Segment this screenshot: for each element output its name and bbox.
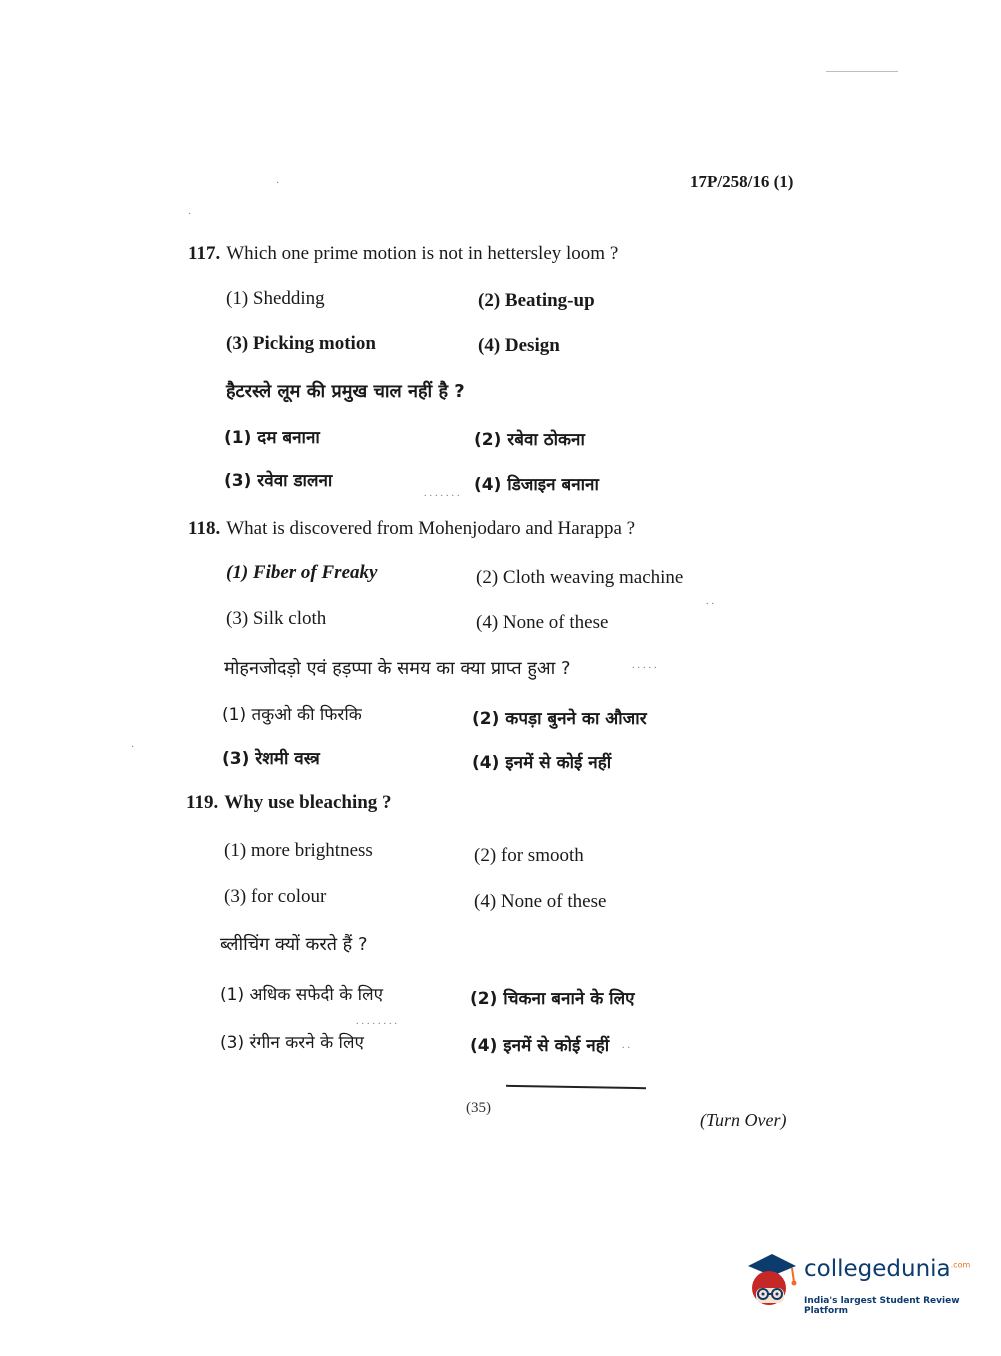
hindi-option-3: (3) रेशमी वस्त्र <box>222 749 320 769</box>
scan-speck: · <box>276 178 283 189</box>
hindi-option-4: (4) इनमें से कोई नहीं <box>470 1036 610 1056</box>
hindi-option-1: (1) दम बनाना <box>224 428 320 448</box>
question-number: 118. <box>188 518 221 539</box>
footer-rule <box>506 1085 646 1089</box>
question-number: 117. <box>188 243 221 264</box>
page-number: (35) <box>466 1100 491 1116</box>
hindi-option-2: (2) कपड़ा बुनने का औजार <box>472 709 647 729</box>
logo-mascot-icon <box>742 1248 800 1312</box>
question-text: Why use bleaching ? <box>224 792 392 813</box>
hindi-question-text: मोहनजोदड़ो एवं हड़प्पा के समय का क्या प्राप्त हुआ ? <box>224 658 571 679</box>
option-3: (3) for colour <box>224 886 327 907</box>
question-text: Which one prime motion is not in hettersley loom ? <box>226 243 619 264</box>
option-1: (1) Fiber of Freaky <box>226 562 378 583</box>
top-margin-rule <box>826 71 898 72</box>
collegedunia-logo <box>742 1248 972 1316</box>
hindi-option-4: (4) डिजाइन बनाना <box>474 475 599 495</box>
scan-speck: ..... <box>632 660 660 671</box>
option-1: (1) more brightness <box>224 840 373 861</box>
question-117 <box>188 243 618 265</box>
hindi-option-3: (3) रंगीन करने के लिए <box>220 1033 364 1053</box>
hindi-option-1: (1) तकुओ की फिरकि <box>222 705 362 725</box>
hindi-option-4: (4) इनमें से कोई नहीं <box>472 753 612 773</box>
question-text: What is discovered from Mohenjodaro and Harappa ? <box>226 518 636 539</box>
option-4: (4) Design <box>478 335 560 356</box>
scan-speck: ........ <box>356 1016 400 1027</box>
question-number: 119. <box>186 792 219 813</box>
scan-speck: · <box>188 209 195 220</box>
option-2: (2) Beating-up <box>478 290 595 311</box>
option-3: (3) Picking motion <box>226 333 376 354</box>
hindi-question-text: हैटरस्ले लूम की प्रमुख चाल नहीं है ? <box>226 381 465 402</box>
scan-speck: .. <box>622 1040 633 1051</box>
option-1: (1) Shedding <box>226 288 325 309</box>
option-4: (4) None of these <box>474 891 607 912</box>
turn-over-note: (Turn Over) <box>700 1110 787 1130</box>
question-119 <box>186 792 392 814</box>
option-3: (3) Silk cloth <box>226 608 327 629</box>
scan-speck: ....... <box>424 488 463 499</box>
option-4: (4) None of these <box>476 612 609 633</box>
hindi-question-text: ब्लीचिंग क्यों करते हैं ? <box>220 934 368 955</box>
hindi-option-2: (2) रबेवा ठोकना <box>474 430 585 450</box>
logo-domain-suffix: .com <box>950 1260 971 1270</box>
hindi-option-2: (2) चिकना बनाने के लिए <box>470 989 635 1009</box>
question-118 <box>188 518 635 540</box>
hindi-option-3: (3) रवेवा डालना <box>224 471 333 491</box>
scan-speck: .. <box>706 596 717 607</box>
logo-wordmark <box>804 1256 970 1282</box>
logo-name-text: collegedunia <box>804 1256 951 1282</box>
option-2: (2) Cloth weaving machine <box>476 567 684 588</box>
scan-speck: · <box>131 742 138 753</box>
hindi-option-1: (1) अधिक सफेदी के लिए <box>220 985 384 1005</box>
option-2: (2) for smooth <box>474 845 584 866</box>
logo-tagline: India's largest Student Review Platform <box>804 1296 960 1316</box>
paper-code: 17P/258/16 (1) <box>690 172 794 191</box>
